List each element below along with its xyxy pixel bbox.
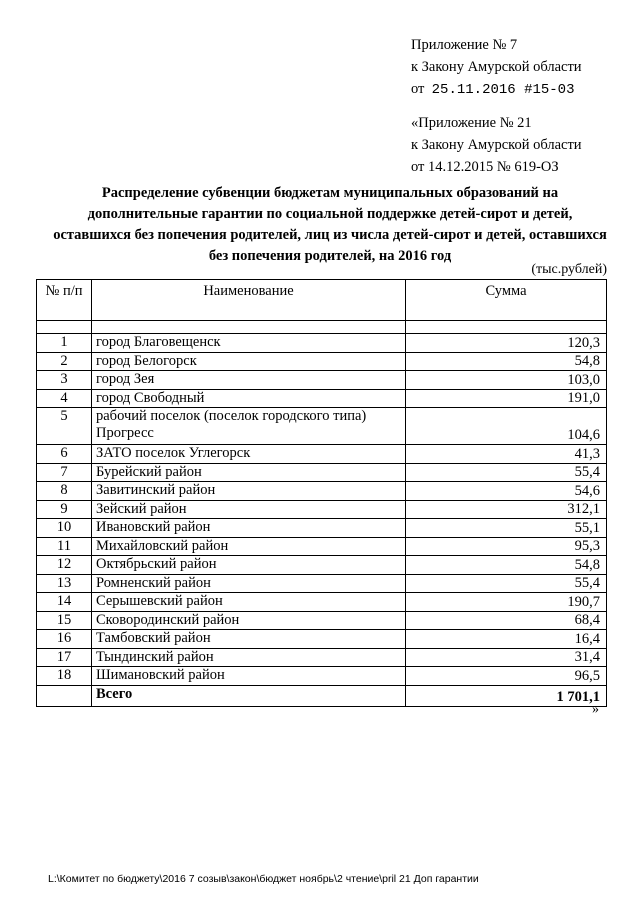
table-row bbox=[37, 445, 607, 464]
row-sum: 96,5 bbox=[406, 667, 607, 686]
row-name: город Зея bbox=[92, 371, 406, 390]
row-num: 7 bbox=[37, 463, 92, 482]
total-label: Всего bbox=[92, 685, 406, 706]
row-sum: 31,4 bbox=[406, 648, 607, 667]
table-row bbox=[37, 352, 607, 371]
row-num: 4 bbox=[37, 389, 92, 408]
row-name: Ивановский район bbox=[92, 519, 406, 538]
table-row bbox=[37, 371, 607, 390]
row-name: рабочий поселок (поселок городского типа) Прогресс bbox=[92, 408, 406, 445]
row-sum: 104,6 bbox=[406, 408, 607, 445]
total-num-cell bbox=[37, 685, 92, 706]
table-row bbox=[37, 389, 607, 408]
row-num: 18 bbox=[37, 667, 92, 686]
row-sum: 103,0 bbox=[406, 371, 607, 390]
table-row bbox=[37, 556, 607, 575]
table-body bbox=[37, 321, 607, 707]
row-num: 13 bbox=[37, 574, 92, 593]
row-name: Шимановский район bbox=[92, 667, 406, 686]
row-num: 9 bbox=[37, 500, 92, 519]
row-sum: 55,4 bbox=[406, 574, 607, 593]
row-sum: 55,1 bbox=[406, 519, 607, 538]
row-sum: 191,0 bbox=[406, 389, 607, 408]
row-name: Октябрьский район bbox=[92, 556, 406, 575]
appendix-date bbox=[411, 78, 574, 101]
row-sum: 54,8 bbox=[406, 556, 607, 575]
row-num: 12 bbox=[37, 556, 92, 575]
row-sum: 55,4 bbox=[406, 463, 607, 482]
row-sum: 120,3 bbox=[406, 334, 607, 353]
row-sum: 54,8 bbox=[406, 352, 607, 371]
row-name: Серышевский район bbox=[92, 593, 406, 612]
row-name: город Свободный bbox=[92, 389, 406, 408]
row-num: 6 bbox=[37, 445, 92, 464]
total-sum: 1 701,1 bbox=[406, 685, 607, 706]
row-sum: 95,3 bbox=[406, 537, 607, 556]
subvention-table bbox=[36, 279, 607, 707]
table-header-row bbox=[37, 280, 607, 321]
col-sum-header: Сумма bbox=[406, 280, 607, 321]
table-row bbox=[37, 574, 607, 593]
prev-appendix-number: «Приложение № 21 bbox=[411, 115, 532, 131]
row-name: Тамбовский район bbox=[92, 630, 406, 649]
prev-appendix-law-ref: к Закону Амурской области bbox=[411, 137, 582, 153]
row-name: город Благовещенск bbox=[92, 334, 406, 353]
row-num: 10 bbox=[37, 519, 92, 538]
appendix-date-prefix: от bbox=[411, 81, 425, 97]
appendix-number: Приложение № 7 bbox=[411, 37, 518, 53]
row-num: 16 bbox=[37, 630, 92, 649]
table-row bbox=[37, 537, 607, 556]
row-num: 8 bbox=[37, 482, 92, 501]
table-row bbox=[37, 482, 607, 501]
row-num: 11 bbox=[37, 537, 92, 556]
row-num: 5 bbox=[37, 408, 92, 445]
row-sum: 68,4 bbox=[406, 611, 607, 630]
file-path-footer: L:\Комитет по бюджету\2016 7 созыв\закон\бюджет ноябрь\2 чтение\pril 21 Доп гарантии bbox=[48, 873, 479, 885]
prev-appendix-date: от 14.12.2015 № 619-ОЗ bbox=[411, 159, 559, 175]
row-name: Зейский район bbox=[92, 500, 406, 519]
row-num: 3 bbox=[37, 371, 92, 390]
table-spacer-row bbox=[37, 321, 607, 334]
row-sum: 54,6 bbox=[406, 482, 607, 501]
row-sum: 312,1 bbox=[406, 500, 607, 519]
table-row bbox=[37, 463, 607, 482]
table-row bbox=[37, 519, 607, 538]
row-name: Завитинский район bbox=[92, 482, 406, 501]
col-name-header: Наименование bbox=[92, 280, 406, 321]
row-sum: 41,3 bbox=[406, 445, 607, 464]
table-row bbox=[37, 408, 607, 445]
row-name: Бурейский район bbox=[92, 463, 406, 482]
table-row bbox=[37, 593, 607, 612]
document-title: Распределение субвенции бюджетам муниципальных образований на дополнительные гарантии по социальной поддержке детей-сирот и детей, оставшихся без попечения родителей, лиц из числа детей-сирот и детей, оставшихся без попечения родителей, на 2016 год bbox=[53, 185, 607, 264]
table-row bbox=[37, 500, 607, 519]
table-row bbox=[37, 648, 607, 667]
appendix-law-ref: к Закону Амурской области bbox=[411, 59, 582, 75]
table-row bbox=[37, 630, 607, 649]
table-row bbox=[37, 334, 607, 353]
col-num-header: № п/п bbox=[37, 280, 92, 321]
units-label: (тыс.рублей) bbox=[531, 262, 607, 277]
row-num: 15 bbox=[37, 611, 92, 630]
closing-quote: » bbox=[592, 702, 599, 717]
row-sum: 16,4 bbox=[406, 630, 607, 649]
row-name: Михайловский район bbox=[92, 537, 406, 556]
row-name: ЗАТО поселок Углегорск bbox=[92, 445, 406, 464]
appendix-date-value: 25.11.2016 #15-03 bbox=[431, 82, 575, 98]
row-num: 2 bbox=[37, 352, 92, 371]
row-name: Ромненский район bbox=[92, 574, 406, 593]
row-num: 14 bbox=[37, 593, 92, 612]
row-sum: 190,7 bbox=[406, 593, 607, 612]
table-row bbox=[37, 667, 607, 686]
row-name: Сковородинский район bbox=[92, 611, 406, 630]
total-row bbox=[37, 685, 607, 706]
row-num: 17 bbox=[37, 648, 92, 667]
row-name: Тындинский район bbox=[92, 648, 406, 667]
row-name: город Белогорск bbox=[92, 352, 406, 371]
table-row bbox=[37, 611, 607, 630]
row-num: 1 bbox=[37, 334, 92, 353]
